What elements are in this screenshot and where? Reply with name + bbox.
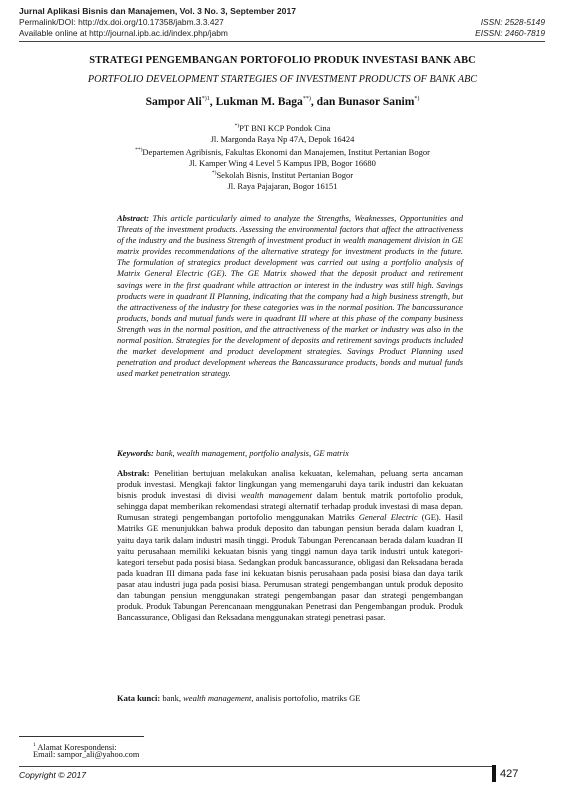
footnote-sup: 1	[33, 742, 36, 748]
online-text: Available online at http://journal.ipb.ac.id/index.php/jabm	[19, 28, 228, 38]
footnote-email: Email: sampor_ali@yahoo.com	[33, 750, 140, 759]
affiliation-1-sup: *)	[234, 123, 240, 129]
keywords-indonesian-label: Kata kunci:	[117, 693, 161, 703]
affiliation-3-line1: Sekolah Bisnis, Institut Pertanian Bogor	[216, 169, 354, 180]
footnote-line1: Alamat Korespondensi:	[37, 742, 117, 752]
affiliation-2-sup: **)	[135, 147, 143, 153]
abstract-english-label: Abstract:	[117, 213, 150, 223]
abstract-english	[117, 213, 463, 379]
affiliation-3	[0, 168, 565, 192]
journal-name: Jurnal Aplikasi Bisnis dan Manajemen, Vol. 3 No. 3, September 2017	[19, 6, 297, 16]
footnote-rule	[19, 736, 144, 737]
author-2-sup: **)	[302, 96, 311, 103]
author-1: Sampor Ali	[145, 95, 202, 108]
author-3-sup: *)	[414, 96, 420, 103]
abstract-indonesian-em-1: wealth management	[240, 490, 312, 501]
eissn: EISSN: 2460-7819	[475, 28, 545, 38]
abstract-indonesian-label: Abstrak:	[117, 468, 150, 478]
author-1-sup: *)1	[201, 96, 210, 103]
page-number: 427	[500, 768, 519, 780]
page-number-bar	[492, 765, 496, 782]
header-rule	[19, 41, 545, 42]
abstract-indonesian-em-2: General Electric	[358, 512, 418, 523]
keywords-indonesian-text-2: , analisis portofolio, matriks GE	[251, 693, 361, 703]
online-line	[19, 28, 545, 38]
abstract-indonesian	[117, 468, 463, 623]
abstract-indonesian-text-3: (GE). Hasil Matriks GE menunjukkan bahwa produk deposito dan tabungan pensiun berada dalam kuadran I, yaitu daya tarik dalam industri masih tinggi. Produk Tabungan Perencanaan berada dalam kuadran II yaitu perusahaan memiliki kekuatan bisnis yang tinggi namun daya tarik industri untuk kategori-kategori tersebut pada posisi biasa. Sedangkan produk bancassurance, obligasi dan Reksadana berada pada kuadran III dimana pada fase ini kekuatan bisnis perusahaan pada posisi biasa dan daya tarik pasar atau industri juga pada posisi biasa. Perumusan strategi pengembangan untuk produk deposito dan tabungan pensiun menggunakan strategi pengembangan pasar dan strategi pengembangan produk. Produk Tabungan Perencanaan menggunakan Penetrasi dan Pengembangan produk. Produk Bancassurance, Obligasi dan Reksadana menggunakan strategi penetrasi pasar.	[117, 512, 463, 623]
keywords-english-label: Keywords:	[117, 448, 154, 458]
paper-title: STRATEGI PENGEMBANGAN PORTOFOLIO PRODUK INVESTASI BANK ABC	[89, 55, 476, 66]
permalink-text: Permalink/DOI: http://dx.doi.org/10.17358/jabm.3.3.427	[19, 17, 224, 27]
footer-rule	[19, 766, 495, 767]
author-list	[0, 95, 565, 108]
paper-subtitle: PORTFOLIO DEVELOPMENT STARTEGIES OF INVESTMENT PRODUCTS OF BANK ABC	[87, 74, 478, 85]
abstract-english-text: This article particularly aimed to analyze the Strengths, Weaknesses, Opportunities and Threats of the investment products. Assessing the environmental factors that affect the attractiveness of the industry and the business Strength of investment product in wealth management division in GE matrix provides recommendations of the alternative strategy for investment products in the future. The formulation of strategics product development was carried out using a portfolio analysis of Matrix General Electric (GE). The GE Matrix showed that the deposit product and retirement savings were in the first quadrant while attraction or interest in the industry was still high. Savings products were in quadrant II Planning, indicating that the company had a high business strength, but the attractiveness of the industry for these categories was in the normal position. The bancassurance products, bonds and mutual funds were in quadrant III where at this phase of the company business Strength was in the normal position, and the attractiveness of the market or industry was also in the normal position. Strategies for the development of deposits and retirement savings products included the market development and product development strategies. Savings Product Planning used penetration and product development whereas the Bancassurance products, bonds and mutual funds used market penetration strategy.	[117, 213, 463, 379]
abstract-indonesian-text-1: Penelitian bertujuan melakukan analisa kekuatan, kelemahan, peluang serta ancaman produk investasi. Mengkaji faktor lingkungan yang memengaruhi daya tarik industri dan kekuatan bisnis produk investasi di divisi	[117, 468, 463, 501]
copyright: Copyright © 2017	[19, 770, 87, 780]
affiliation-2-line1: Departemen Agribisnis, Fakultas Ekonomi dan Manajemen, Institut Pertanian Bogor	[142, 146, 430, 157]
affiliation-1	[0, 121, 565, 145]
affiliation-2-line2: Jl. Kamper Wing 4 Level 5 Kampus IPB, Bogor 16680	[189, 157, 376, 168]
keywords-indonesian-em: wealth management	[183, 693, 252, 703]
keywords-english-text: bank, wealth management, portfolio analysis, GE matrix	[153, 448, 349, 458]
affiliation-3-sup: *)	[211, 170, 217, 176]
author-3: Bunasor Sanim	[338, 95, 415, 108]
affiliation-3-line2: Jl. Raya Pajajaran, Bogor 16151	[227, 180, 338, 191]
keywords-english	[117, 448, 463, 459]
affiliation-1-line2: Jl. Margonda Raya Np 47A, Depok 16424	[210, 133, 355, 144]
permalink-line	[19, 17, 545, 27]
keywords-indonesian	[117, 693, 463, 704]
keywords-indonesian-text-1: bank,	[160, 693, 184, 703]
issn: ISSN: 2528-5149	[480, 17, 545, 27]
author-and: , dan	[310, 95, 339, 108]
author-sep: ,	[209, 95, 216, 108]
abstract-indonesian-text-2: dalam bentuk matrik portofolio produk, sehingga dapat memberikan rekomendasi strategi alternatif terhadap produk investasi di masa depan. Rumusan strategi pengembangan portofolio menggunakan Matriks	[117, 490, 463, 523]
affiliation-1-line1: PT BNI KCP Pondok Cina	[239, 122, 331, 133]
affiliation-2	[0, 145, 565, 169]
author-2: Lukman M. Baga	[215, 95, 303, 108]
